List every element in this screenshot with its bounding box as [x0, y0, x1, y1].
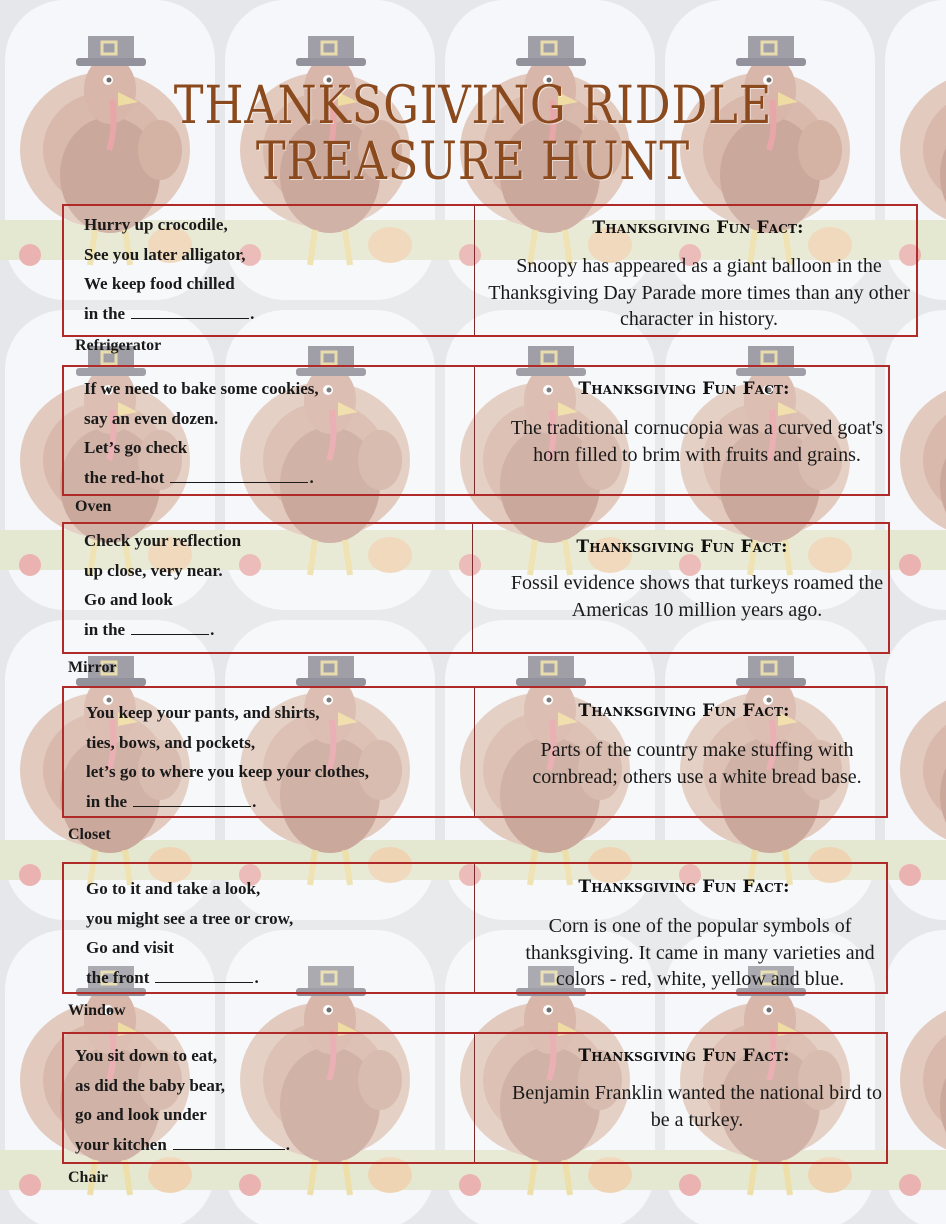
answer-blank: [155, 968, 253, 983]
card-divider: [474, 864, 475, 992]
answer-blank: [131, 304, 249, 319]
riddle-card-4: [62, 686, 888, 818]
riddle-line: in the: [86, 791, 128, 811]
riddle-line: Go and look: [84, 590, 173, 609]
riddle-text: Hurry up crocodile, See you later alligator, We keep food chilled in the .: [84, 210, 254, 328]
riddle-line: If we need to bake some cookies,: [84, 379, 319, 398]
fun-fact-heading: Thanksgiving Fun Fact:: [576, 537, 788, 557]
answer-label: Oven: [75, 498, 112, 515]
riddle-line: in the: [84, 619, 126, 639]
answer-label: Chair: [68, 1169, 108, 1186]
card-divider: [472, 524, 473, 652]
riddle-text: You sit down to eat, as did the baby bear, go and look under your kitchen .: [75, 1041, 290, 1159]
riddle-line: in the: [84, 303, 126, 323]
riddle-line: you might see a tree or crow,: [86, 908, 294, 928]
riddle-line: You sit down to eat,: [75, 1046, 218, 1065]
fun-fact-text: The traditional cornucopia was a curved goat's horn filled to brim with fruits and grains.: [510, 417, 884, 466]
card-divider: [474, 1034, 475, 1162]
fun-fact-heading: Thanksgiving Fun Fact:: [592, 218, 804, 238]
answer-blank: [173, 1135, 285, 1150]
answer-label: Window: [68, 1002, 126, 1019]
fun-fact-text: Fossil evidence shows that turkeys roamed the Americas 10 million years ago.: [510, 572, 884, 621]
riddle-line: Let’s go check: [84, 438, 188, 457]
riddle-line: We keep food chilled: [84, 274, 235, 293]
answer-label: Mirror: [68, 659, 117, 676]
riddle-line: See you later alligator,: [84, 244, 246, 264]
fun-fact-text: Benjamin Franklin wanted the national bird to be a turkey.: [512, 1082, 882, 1131]
riddle-line: the red-hot: [84, 467, 165, 487]
riddle-card-2: [62, 365, 890, 496]
fun-fact-heading: Thanksgiving Fun Fact:: [578, 379, 790, 399]
riddle-line: the front: [86, 967, 150, 987]
card-divider: [474, 367, 475, 494]
title-line-2: TREASURE HUNT: [255, 132, 691, 192]
riddle-line: your kitchen: [75, 1134, 167, 1154]
card-divider: [474, 688, 475, 816]
fun-fact-heading: Thanksgiving Fun Fact:: [578, 1046, 790, 1066]
fun-fact-text: Parts of the country make stuffing with cornbread; others use a white bread base.: [532, 739, 862, 788]
riddle-text: You keep your pants, and shirts, ties, bows, and pockets, let’s go to where you keep your clothes, in the .: [86, 698, 369, 816]
riddle-card-3: [62, 522, 890, 654]
riddle-text: Check your reflection up close, very near. Go and look in the .: [84, 526, 241, 644]
riddle-line: Check your reflection: [84, 531, 242, 550]
answer-blank: [170, 468, 308, 483]
answer-label: Refrigerator: [75, 337, 162, 354]
card-divider: [474, 206, 475, 335]
riddle-text: Go to it and take a look, you might see a tree or crow, Go and visit the front .: [86, 874, 293, 992]
fun-fact-text: Snoopy has appeared as a giant balloon in the Thanksgiving Day Parade more times than any other character in history.: [488, 255, 910, 330]
fun-fact-text: Corn is one of the popular symbols of thanksgiving. It came in many varieties and colors - red, white, yellow and blue.: [525, 915, 875, 990]
fun-fact-heading: Thanksgiving Fun Fact:: [578, 877, 790, 897]
answer-blank: [131, 620, 209, 635]
riddle-line: Go and visit: [86, 938, 174, 957]
riddle-line: say an even dozen.: [84, 408, 219, 428]
riddle-text: If we need to bake some cookies, say an even dozen. Let’s go check the red-hot .: [84, 374, 319, 492]
riddle-line: Hurry up crocodile,: [84, 215, 228, 234]
riddle-line: ties, bows, and pockets,: [86, 732, 256, 752]
riddle-card-6: [62, 1032, 888, 1164]
answer-label: Closet: [68, 826, 111, 843]
riddle-line: up close, very near.: [84, 560, 223, 580]
riddle-line: You keep your pants, and shirts,: [86, 703, 320, 722]
riddle-line: as did the baby bear,: [75, 1075, 226, 1095]
riddle-line: let’s go to where you keep your clothes,: [86, 762, 369, 781]
riddle-line: Go to it and take a look,: [86, 879, 261, 898]
answer-blank: [133, 792, 251, 807]
riddle-card-1: [62, 204, 918, 337]
riddle-line: go and look under: [75, 1105, 207, 1124]
fun-fact-heading: Thanksgiving Fun Fact:: [578, 701, 790, 721]
title-line-1: THANKSGIVING RIDDLE: [173, 76, 773, 136]
riddle-card-5: [62, 862, 888, 994]
